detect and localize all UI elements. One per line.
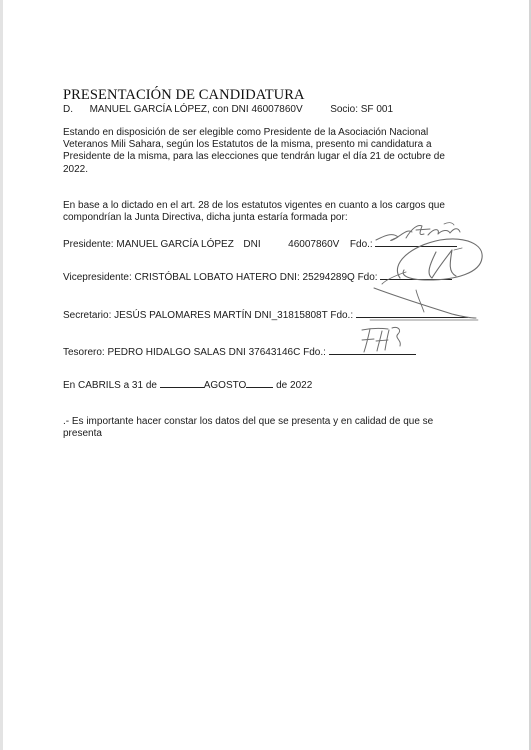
paragraph1-line: Estando en disposición de ser elegible como Presidente de la Asociación Nacional: [63, 127, 429, 138]
place-date-prefix: En CABRILS a 31 de: [63, 380, 157, 391]
paragraph2-line: compondrían la Junta Directiva, dicha junta estaría formada por:: [63, 212, 348, 224]
candidate-header: [63, 104, 393, 116]
paragraph2-line: En base a lo dictado en el art. 28 de los estatutos vigentes en cuanto a los cargos que: [63, 200, 445, 211]
paragraph1-line: Presidente de la misma, para las elecciones que tendrán lugar el día 21 de octubre de: [63, 151, 445, 163]
president-dni-label: DNI: [243, 239, 261, 250]
document-title: PRESENTACIÓN DE CANDIDATURA: [63, 87, 305, 103]
note-paragraph: [63, 416, 483, 440]
treasurer-signature: [358, 322, 408, 356]
vicepresident-signature: [360, 228, 490, 323]
note-line: .- Es importante hacer constar los datos del que se presenta y en calidad de que se: [63, 416, 434, 427]
place-date-year: de 2022: [276, 380, 313, 391]
note-line: presenta: [63, 428, 102, 440]
treasurer-text: Tesorero: PEDRO HIDALGO SALAS DNI 37643146C Fdo.:: [63, 347, 326, 358]
president-dni: 46007860V: [288, 239, 340, 250]
vicepresident-text: Vicepresidente: CRISTÓBAL LOBATO HATERO DNI: 25294289Q Fdo:: [63, 272, 378, 283]
president-role: Presidente:: [63, 239, 114, 250]
president-fdo-label: Fdo.:: [349, 239, 373, 250]
month-blank-line: [246, 377, 273, 388]
paragraph1-line: 2022.: [63, 163, 89, 175]
header-prefix: D.: [63, 104, 73, 115]
paragraph1-line: Veteranos Mili Sahara, según los Estatutos de la misma, presento mi candidatura a: [63, 139, 432, 151]
place-date-month: AGOSTO: [203, 380, 247, 391]
candidacy-paragraph: [63, 127, 483, 176]
president-name: MANUEL GARCÍA LÓPEZ: [116, 239, 234, 250]
header-member-number: Socio: SF 001: [330, 104, 393, 115]
secretary-text: Secretario: JESÚS PALOMARES MARTÍN DNI_31815808T Fdo.:: [63, 310, 354, 321]
place-date-row: [63, 377, 312, 392]
scan-edge-left: [0, 0, 3, 750]
header-name-dni: MANUEL GARCÍA LÓPEZ, con DNI 46007860V: [89, 104, 303, 115]
day-blank-line: [160, 377, 204, 388]
